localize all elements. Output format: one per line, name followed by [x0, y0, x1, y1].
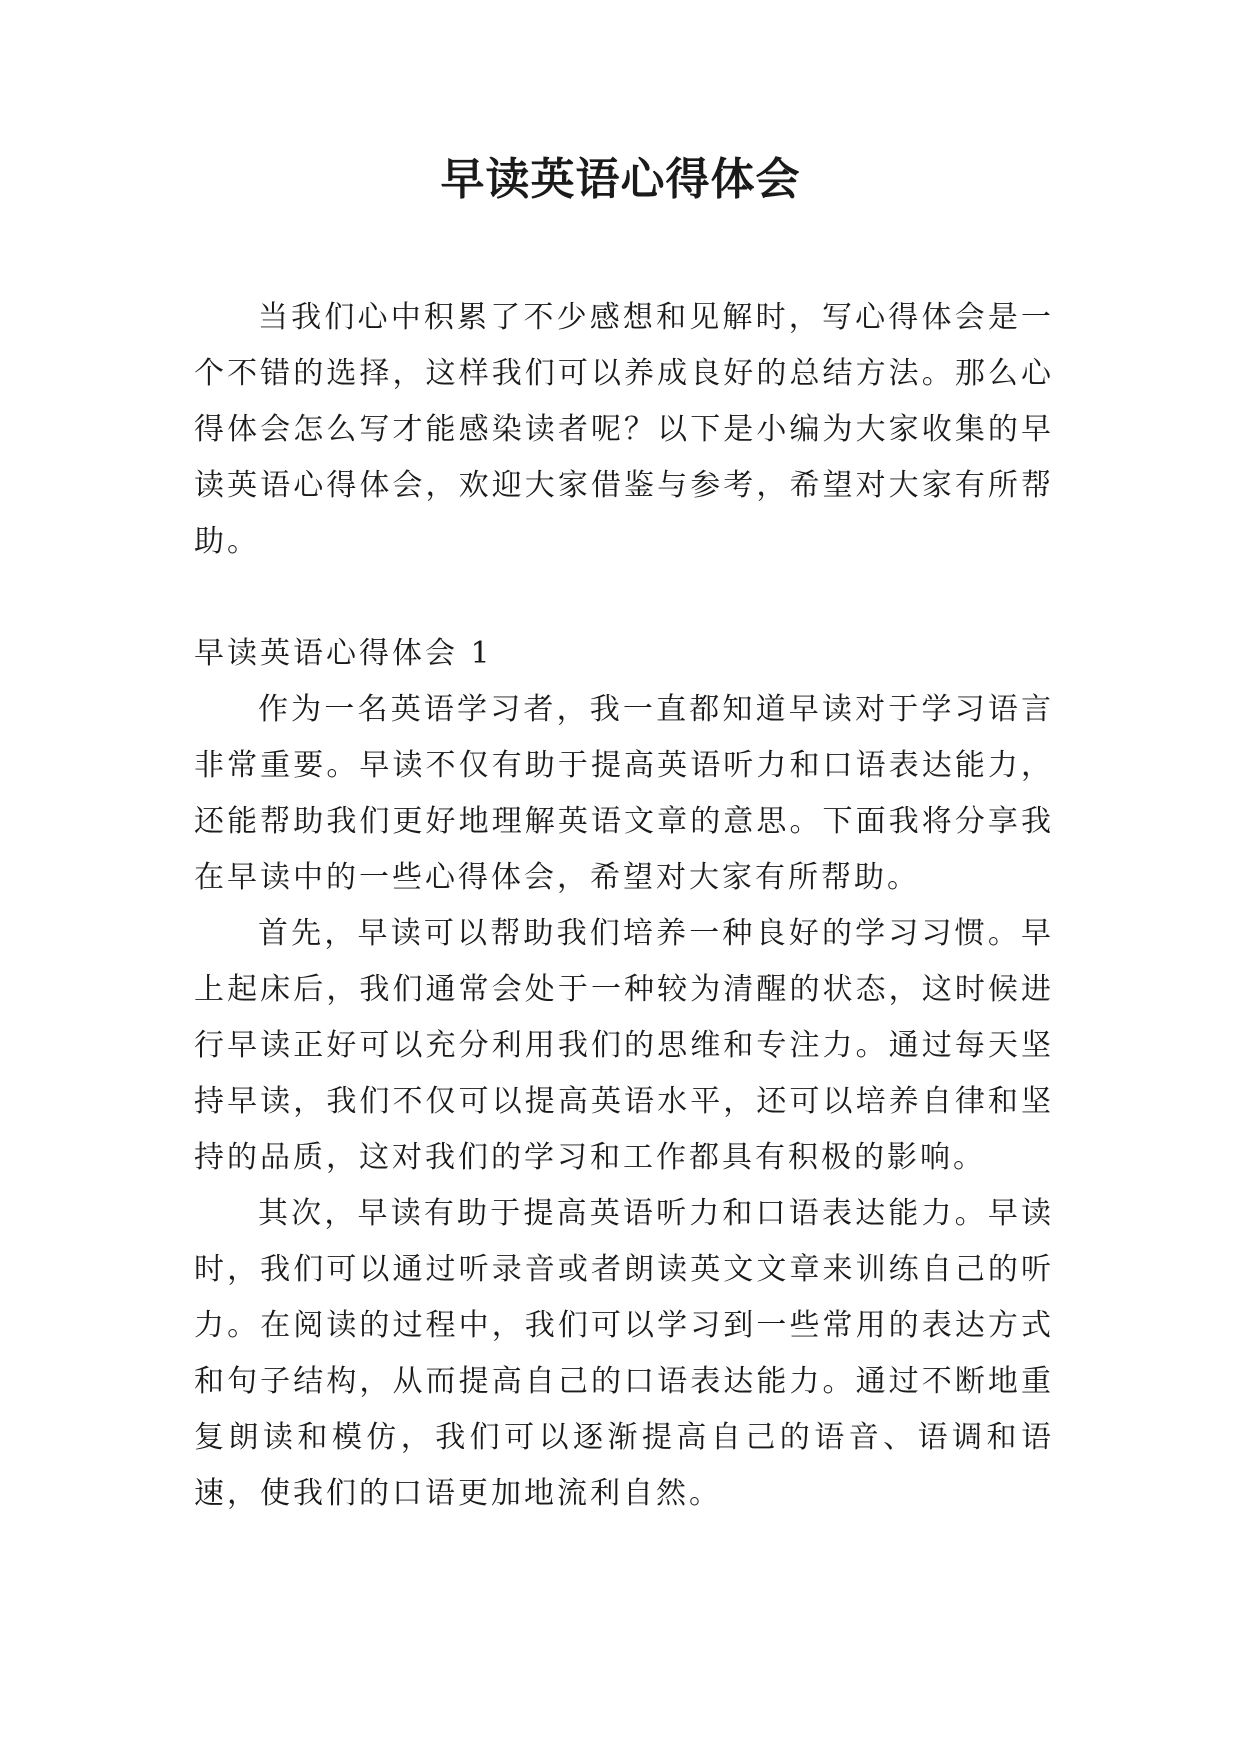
document-title: 早读英语心得体会: [440, 154, 801, 205]
section-1: [194, 626, 1054, 1522]
body-paragraph: 其次，早读有助于提高英语听力和口语表达能力。早读时，我们可以通过听录音或者朗读英文文章来训练自己的听力。在阅读的过程中，我们可以学习到一些常用的表达方式和句子结构，从而提高自己的口语表达能力。通过不断地重复朗读和模仿，我们可以逐渐提高自己的语音、语调和语速，使我们的口语更加地流利自然。: [194, 1196, 1054, 1511]
body-paragraph: 作为一名英语学习者，我一直都知道早读对于学习语言非常重要。早读不仅有助于提高英语听力和口语表达能力，还能帮助我们更好地理解英语文章的意思。下面我将分享我在早读中的一些心得体会，希望对大家有所帮助。: [194, 692, 1054, 895]
body-paragraph: 首先，早读可以帮助我们培养一种良好的学习习惯。早上起床后，我们通常会处于一种较为清醒的状态，这时候进行早读正好可以充分利用我们的思维和专注力。通过每天坚持早读，我们不仅可以提高英语水平，还可以培养自律和坚持的品质，这对我们的学习和工作都具有积极的影响。: [194, 916, 1054, 1175]
section-heading: 早读英语心得体会 1: [194, 636, 493, 671]
document-body: [194, 290, 1054, 1522]
intro-paragraph: 当我们心中积累了不少感想和见解时，写心得体会是一个不错的选择，这样我们可以养成良好的总结方法。那么心得体会怎么写才能感染读者呢？以下是小编为大家收集的早读英语心得体会，欢迎大家借鉴与参考，希望对大家有所帮助。: [194, 300, 1054, 559]
